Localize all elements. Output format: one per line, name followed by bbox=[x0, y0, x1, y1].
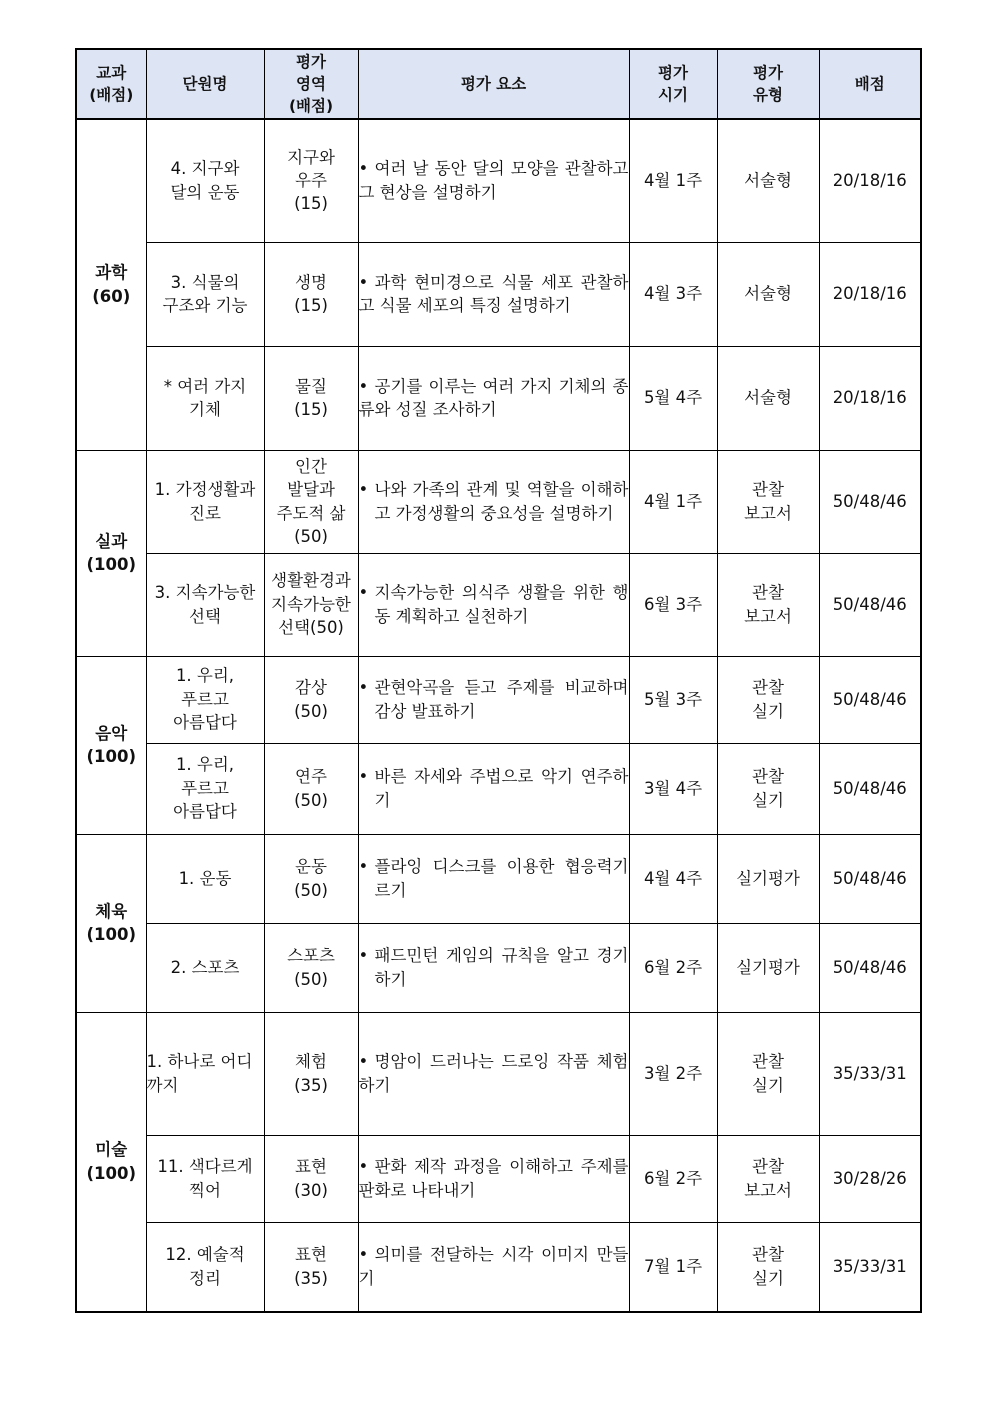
unit-cell: 1. 운동 bbox=[146, 834, 264, 923]
subject-cell: 음악 (100) bbox=[76, 656, 146, 834]
timing-cell: 4월 3주 bbox=[629, 242, 717, 346]
element-cell bbox=[358, 743, 629, 834]
subject-cell: 과학 (60) bbox=[76, 119, 146, 450]
area-cell: 인간 발달과 주도적 삶 (50) bbox=[264, 450, 358, 553]
bullet-icon: • bbox=[358, 1052, 369, 1072]
element-text: 공기를 이루는 여러 가지 기체의 종류와 성질 조사하기 bbox=[358, 376, 629, 419]
timing-cell: 5월 3주 bbox=[629, 656, 717, 743]
bullet-icon: • bbox=[358, 678, 369, 698]
type-cell: 실기평가 bbox=[717, 834, 819, 923]
element-text: 바른 자세와 주법으로 악기 연주하기 bbox=[374, 767, 629, 810]
table-row bbox=[76, 1012, 921, 1135]
subject-cell: 미술 (100) bbox=[76, 1012, 146, 1312]
element-cell bbox=[358, 242, 629, 346]
unit-cell: 11. 색다르게 찍어 bbox=[146, 1135, 264, 1222]
timing-cell: 6월 2주 bbox=[629, 1135, 717, 1222]
table-row bbox=[76, 450, 921, 553]
type-cell: 관찰 보고서 bbox=[717, 450, 819, 553]
table-row bbox=[76, 1135, 921, 1222]
element-text: 과학 현미경으로 식물 세포 관찰하고 식물 세포의 특징 설명하기 bbox=[358, 272, 629, 315]
unit-cell: 3. 식물의 구조와 기능 bbox=[146, 242, 264, 346]
element-cell bbox=[358, 553, 629, 656]
timing-cell: 4월 4주 bbox=[629, 834, 717, 923]
bullet-icon: • bbox=[358, 376, 369, 396]
score-cell: 50/48/46 bbox=[819, 743, 921, 834]
type-cell: 관찰 실기 bbox=[717, 1222, 819, 1312]
area-cell: 감상 (50) bbox=[264, 656, 358, 743]
score-cell: 20/18/16 bbox=[819, 346, 921, 450]
timing-cell: 5월 4주 bbox=[629, 346, 717, 450]
element-cell bbox=[358, 450, 629, 553]
bullet-icon: • bbox=[358, 946, 369, 966]
table-row bbox=[76, 834, 921, 923]
element-cell bbox=[358, 119, 629, 242]
type-cell: 실기평가 bbox=[717, 923, 819, 1012]
score-cell: 20/18/16 bbox=[819, 242, 921, 346]
table-row bbox=[76, 346, 921, 450]
area-cell: 운동 (50) bbox=[264, 834, 358, 923]
subject-cell: 실과 (100) bbox=[76, 450, 146, 656]
element-text: 나와 가족의 관계 및 역할을 이해하고 가정생활의 중요성을 설명하기 bbox=[374, 480, 629, 523]
header-element: 평가 요소 bbox=[358, 49, 629, 119]
unit-cell: 1. 우리, 푸르고 아름답다 bbox=[146, 656, 264, 743]
element-text: 지속가능한 의식주 생활을 위한 행동 계획하고 실천하기 bbox=[374, 583, 629, 626]
element-text: 패드민턴 게임의 규칙을 알고 경기하기 bbox=[374, 946, 629, 989]
element-cell bbox=[358, 923, 629, 1012]
timing-cell: 3월 4주 bbox=[629, 743, 717, 834]
area-cell: 표현 (35) bbox=[264, 1222, 358, 1312]
element-text: 플라잉 디스크를 이용한 협응력기르기 bbox=[374, 857, 629, 900]
subject-cell: 체육 (100) bbox=[76, 834, 146, 1012]
element-cell bbox=[358, 1135, 629, 1222]
score-cell: 30/28/26 bbox=[819, 1135, 921, 1222]
timing-cell: 4월 1주 bbox=[629, 450, 717, 553]
table-row bbox=[76, 923, 921, 1012]
unit-cell: 4. 지구와 달의 운동 bbox=[146, 119, 264, 242]
header-unit: 단원명 bbox=[146, 49, 264, 119]
element-text: 여러 날 동안 달의 모양을 관찰하고 그 현상을 설명하기 bbox=[358, 159, 629, 202]
bullet-icon: • bbox=[358, 1245, 369, 1265]
timing-cell: 3월 2주 bbox=[629, 1012, 717, 1135]
bullet-icon: • bbox=[358, 272, 369, 292]
header-type: 평가 유형 bbox=[717, 49, 819, 119]
type-cell: 관찰 실기 bbox=[717, 743, 819, 834]
element-cell bbox=[358, 346, 629, 450]
score-cell: 50/48/46 bbox=[819, 450, 921, 553]
unit-cell: 3. 지속가능한 선택 bbox=[146, 553, 264, 656]
unit-cell: 1. 하나로 어디까지 bbox=[146, 1012, 264, 1135]
timing-cell: 4월 1주 bbox=[629, 119, 717, 242]
type-cell: 서술형 bbox=[717, 119, 819, 242]
type-cell: 관찰 보고서 bbox=[717, 1135, 819, 1222]
area-cell: 지구와 우주 (15) bbox=[264, 119, 358, 242]
table-row bbox=[76, 743, 921, 834]
unit-cell: 12. 예술적 정리 bbox=[146, 1222, 264, 1312]
header-score: 배점 bbox=[819, 49, 921, 119]
type-cell: 관찰 실기 bbox=[717, 656, 819, 743]
type-cell: 관찰 실기 bbox=[717, 1012, 819, 1135]
unit-cell: 2. 스포츠 bbox=[146, 923, 264, 1012]
area-cell: 표현 (30) bbox=[264, 1135, 358, 1222]
area-cell: 생활환경과 지속가능한 선택(50) bbox=[264, 553, 358, 656]
bullet-icon: • bbox=[358, 1157, 369, 1177]
header-timing: 평가 시기 bbox=[629, 49, 717, 119]
score-cell: 20/18/16 bbox=[819, 119, 921, 242]
element-cell bbox=[358, 1222, 629, 1312]
score-cell: 35/33/31 bbox=[819, 1222, 921, 1312]
score-cell: 50/48/46 bbox=[819, 834, 921, 923]
unit-cell: 1. 가정생활과 진로 bbox=[146, 450, 264, 553]
area-cell: 연주 (50) bbox=[264, 743, 358, 834]
element-text: 판화 제작 과정을 이해하고 주제를 판화로 나타내기 bbox=[358, 1157, 629, 1200]
header-row bbox=[76, 49, 921, 119]
table-row bbox=[76, 656, 921, 743]
element-text: 명암이 드러나는 드로잉 작품 체험하기 bbox=[358, 1052, 629, 1095]
score-cell: 35/33/31 bbox=[819, 1012, 921, 1135]
area-cell: 물질 (15) bbox=[264, 346, 358, 450]
score-cell: 50/48/46 bbox=[819, 656, 921, 743]
timing-cell: 6월 2주 bbox=[629, 923, 717, 1012]
bullet-icon: • bbox=[358, 583, 369, 603]
score-cell: 50/48/46 bbox=[819, 923, 921, 1012]
unit-cell: * 여러 가지 기체 bbox=[146, 346, 264, 450]
area-cell: 생명 (15) bbox=[264, 242, 358, 346]
table-row bbox=[76, 242, 921, 346]
element-cell bbox=[358, 834, 629, 923]
bullet-icon: • bbox=[358, 767, 369, 787]
table-row bbox=[76, 1222, 921, 1312]
evaluation-plan-table bbox=[75, 48, 922, 1313]
element-cell bbox=[358, 1012, 629, 1135]
element-text: 관현악곡을 듣고 주제를 비교하며 감상 발표하기 bbox=[374, 678, 629, 721]
timing-cell: 7월 1주 bbox=[629, 1222, 717, 1312]
element-cell bbox=[358, 656, 629, 743]
type-cell: 서술형 bbox=[717, 242, 819, 346]
type-cell: 관찰 보고서 bbox=[717, 553, 819, 656]
bullet-icon: • bbox=[358, 159, 369, 179]
header-area: 평가 영역 (배점) bbox=[264, 49, 358, 119]
area-cell: 스포츠 (50) bbox=[264, 923, 358, 1012]
bullet-icon: • bbox=[358, 480, 369, 500]
header-subject: 교과 (배점) bbox=[76, 49, 146, 119]
table-row bbox=[76, 119, 921, 242]
score-cell: 50/48/46 bbox=[819, 553, 921, 656]
unit-cell: 1. 우리, 푸르고 아름답다 bbox=[146, 743, 264, 834]
timing-cell: 6월 3주 bbox=[629, 553, 717, 656]
element-text: 의미를 전달하는 시각 이미지 만들기 bbox=[358, 1245, 629, 1288]
type-cell: 서술형 bbox=[717, 346, 819, 450]
bullet-icon: • bbox=[358, 857, 369, 877]
table-row bbox=[76, 553, 921, 656]
area-cell: 체험 (35) bbox=[264, 1012, 358, 1135]
